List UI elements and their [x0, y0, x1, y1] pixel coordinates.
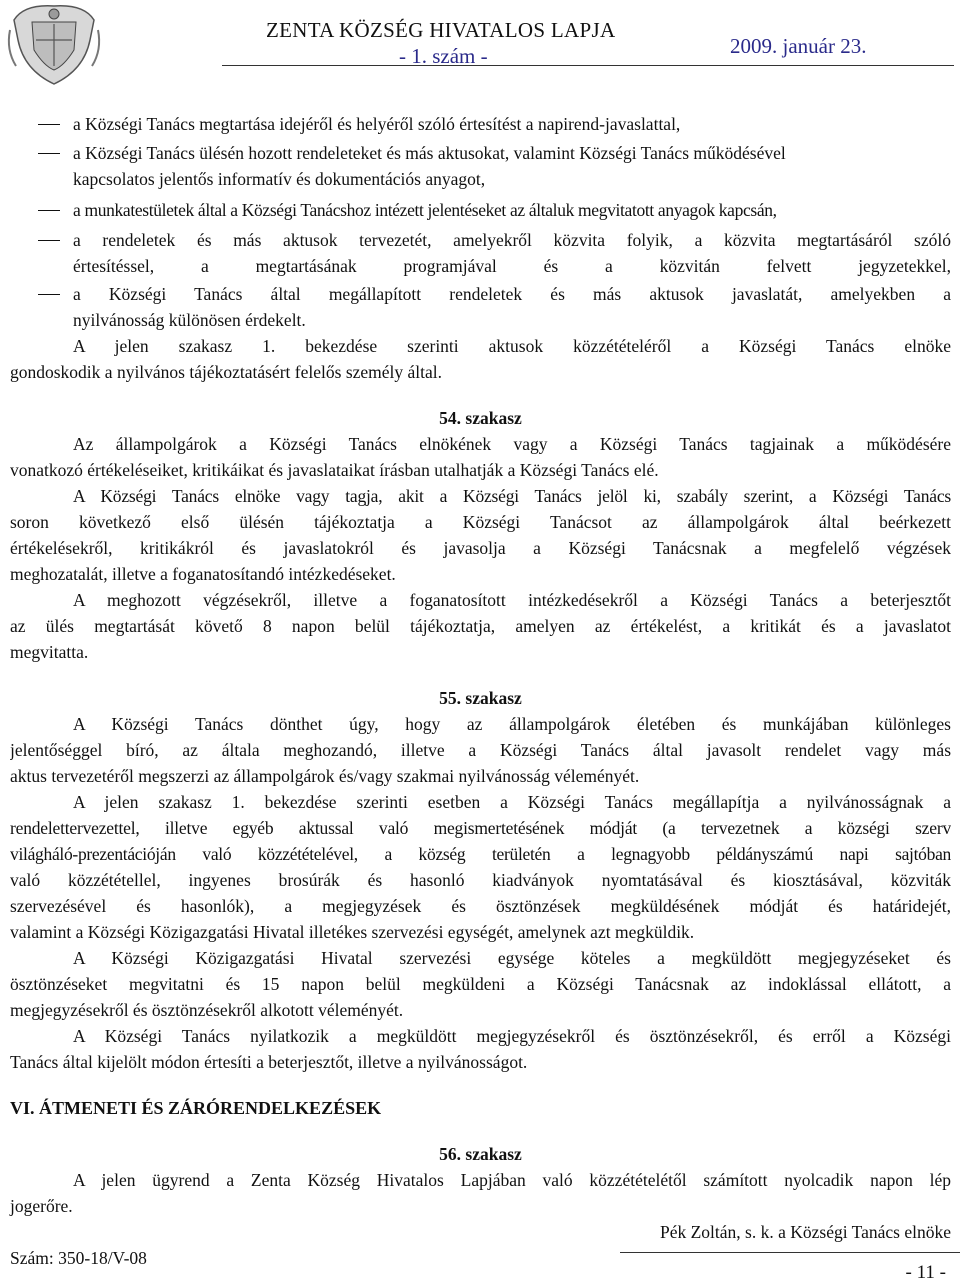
paragraph-line: az ülés megtartását követő 8 napon belül tájékoztatja, amelyen az értékelést, a kritikát és a javaslatot	[10, 616, 951, 636]
chapter-heading: VI. ÁTMENETI ÉS ZÁRÓRENDELKEZÉSEK	[10, 1098, 382, 1118]
paragraph-line: gondoskodik a nyilvános tájékoztatásért felelős személy által.	[10, 362, 443, 382]
paragraph-line: meghozatalát, illetve a foganatosítandó intézkedéseket.	[10, 564, 396, 584]
paragraph-line: megvitatta.	[10, 642, 89, 662]
list-item-cont: nyilvánosság különösen érdekelt.	[73, 310, 306, 330]
paragraph-line: jogerőre.	[10, 1196, 73, 1216]
list-item-cont: értesítéssel, a megtartásának programjával és a közvitán felvett jegyzetekkel,	[73, 256, 951, 276]
issue-number: - 1. szám -	[399, 44, 488, 68]
paragraph-line: A Községi Tanács dönthet úgy, hogy az állampolgárok életében és munkájában különleges	[73, 714, 951, 734]
list-dash	[38, 240, 60, 241]
paragraph-line: A Községi Közigazgatási Hivatal szervezési egysége köteles a megküldött megjegyzéseket és	[73, 948, 951, 968]
paragraph-line: valamint a Községi Közigazgatási Hivatal illetékes szervezési egységét, amelynek azt megküldik.	[10, 922, 695, 942]
paragraph-line: való közzététellel, ingyenes brosúrák és hasonló kiadványok nyomtatásával és kiosztásával, közviták	[10, 870, 951, 890]
paragraph-line: vonatkozó értékeléseiket, kritikáikat és javaslataikat írásban utalhatják a Községi Tanács elé.	[10, 460, 659, 480]
document-number: Szám: 350-18/V-08	[10, 1248, 147, 1268]
section-heading-56: 56. szakasz	[439, 1144, 522, 1164]
paragraph-line: A Községi Tanács elnöke vagy tagja, akit a Községi Tanács jelöl ki, szabály szerint, a Községi Tanács	[73, 486, 951, 506]
coat-of-arms-emblem	[4, 0, 104, 86]
footer-rule	[620, 1252, 960, 1253]
paragraph-line: Az állampolgárok a Községi Tanács elnökének vagy a Községi Tanács tagjainak a működésére	[73, 434, 951, 454]
list-item: a Községi Tanács által megállapított rendeletek és más aktusok javaslatát, amelyekben a	[73, 284, 951, 304]
list-dash	[38, 294, 60, 295]
list-dash	[38, 153, 60, 154]
paragraph-line: megjegyzésekről és ösztönzésekről alkotott véleményét.	[10, 1000, 404, 1020]
list-item: a munkatestületek által a Községi Tanácshoz intézett jelentéseket az általuk megvitatott anyagok kapcsán,	[73, 200, 777, 220]
paragraph-line: A meghozott végzésekről, illetve a foganatosított intézkedésekről a Községi Tanács a beterjesztőt	[73, 590, 951, 610]
publication-date: 2009. január 23.	[730, 34, 867, 58]
paragraph-line: aktus tervezetéről megszerzi az állampolgárok és/vagy szakmai nyilvánosság véleményét.	[10, 766, 640, 786]
paragraph-line: A jelen ügyrend a Zenta Község Hivatalos Lapjában való közzétételétől számított nyolcadik napon lép	[73, 1170, 951, 1190]
section-heading-54: 54. szakasz	[439, 408, 522, 428]
paragraph-line: világháló-prezentációján való közzétételével, a község területén a legnagyobb példányszámú napi sajtóban	[10, 844, 951, 864]
list-item: a Községi Tanács megtartása idejéről és helyéről szóló értesítést a napirend-javaslattal,	[73, 114, 681, 134]
paragraph-line: jelentőséggel bíró, az általa meghozandó, illetve a Községi Tanács által javasolt rendelet vagy más	[10, 740, 951, 760]
header-rule	[222, 65, 954, 66]
paragraph-line: szervezésével és hasonlók), a megjegyzések és ösztönzések megküldésének módját és határidejét,	[10, 896, 951, 916]
paragraph-line: A jelen szakasz 1. bekezdése szerinti esetben a Községi Tanács megállapítja a nyilvánosságnak a	[73, 792, 951, 812]
paragraph-line: A Községi Tanács nyilatkozik a megküldött megjegyzésekről és ösztönzésekről, és erről a Községi	[73, 1026, 951, 1046]
signature: Pék Zoltán, s. k. a Községi Tanács elnöke	[659, 1222, 951, 1242]
paragraph-line: ösztönzéseket megvitatni és 15 napon belül megküldeni a Községi Tanácsnak az indoklással ellátott, a	[10, 974, 951, 994]
list-item: a rendeletek és más aktusok tervezetét, amelyekről közvita folyik, a közvita megtartásáról szóló	[73, 230, 951, 250]
list-item: a Községi Tanács ülésén hozott rendeleteket és más aktusokat, valamint Községi Tanács működésével	[73, 143, 786, 163]
paragraph-line: soron következő első ülésén tájékoztatja a Községi Tanácsot az állampolgárok által beérkezett	[10, 512, 951, 532]
paragraph-line: Tanács által kijelölt módon értesíti a beterjesztőt, illetve a nyilvánosságot.	[10, 1052, 528, 1072]
paragraph-line: rendelettervezettel, illetve egyéb aktussal való megismertetésének módját (a tervezetnek a községi szerv	[10, 818, 951, 838]
page-number: - 11 -	[905, 1262, 946, 1283]
paragraph-line: A jelen szakasz 1. bekezdése szerinti aktusok közzétételéről a Községi Tanács elnöke	[73, 336, 951, 356]
list-item-cont: kapcsolatos jelentős informatív és dokumentációs anyagot,	[73, 169, 486, 189]
newspaper-title: ZENTA KÖZSÉG HIVATALOS LAPJA	[266, 18, 616, 42]
paragraph-line: értékelésekről, kritikákról és javaslatokról és javasolja a Községi Tanácsnak a megfelelő végzések	[10, 538, 951, 558]
list-dash	[38, 210, 60, 211]
list-dash	[38, 124, 60, 125]
section-heading-55: 55. szakasz	[439, 688, 522, 708]
